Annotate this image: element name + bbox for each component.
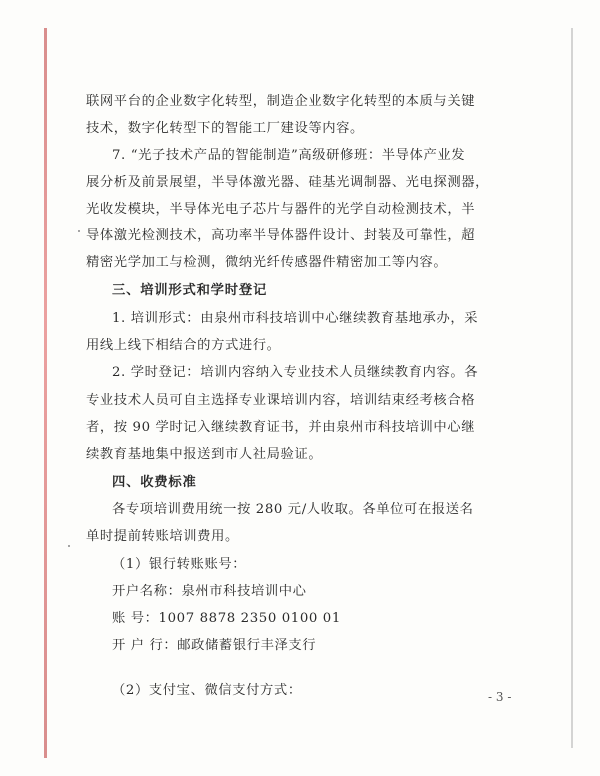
text-line: 各专项培训费用统一按 280 元/人收取。各单位可在报送名 <box>112 502 474 517</box>
text-line: 1. 培训形式：由泉州市科技培训中心继续教育基地承办，采 <box>112 311 479 326</box>
text-line: 用线上线下相结合的方式进行。 <box>86 338 281 353</box>
page-number: - 3 - <box>488 690 512 704</box>
scan-speck <box>78 230 80 232</box>
text-line: 展分析及前景展望，半导体激光器、硅基光调制器、光电探测器， <box>86 175 490 190</box>
text-line: 续教育基地集中报送到市人社局验证。 <box>86 447 323 462</box>
text-line: 光收发模块，半导体光电子芯片与器件的光学自动检测技术，半 <box>86 202 476 217</box>
section-heading-training-format: 三、培训形式和学时登记 <box>112 283 268 298</box>
text-line: 单时提前转账培训费用。 <box>86 529 239 544</box>
bank-branch: 开 户 行：邮政储蓄银行丰泽支行 <box>112 638 317 653</box>
text-line: 者，按 90 学时记入继续教育证书，并由泉州市科技培训中心继 <box>86 420 476 435</box>
text-line: 技术，数字化转型下的智能工厂建设等内容。 <box>86 121 364 136</box>
text-line: 精密光学加工与检测，微纳光纤传感器件精密加工等内容。 <box>86 255 448 270</box>
scan-edge-left <box>44 28 47 758</box>
payment-method-label: （2）支付宝、微信支付方式： <box>112 683 302 698</box>
bank-account-label: （1）银行转账账号： <box>112 557 247 572</box>
account-name: 开户名称：泉州市科技培训中心 <box>112 584 307 599</box>
scan-speck <box>68 545 70 547</box>
scan-edge-right <box>571 28 573 748</box>
text-line: 7. “光子技术产品的智能制造”高级研修班：半导体产业发 <box>112 148 466 163</box>
account-number: 账 号：1007 8878 2350 0100 01 <box>112 611 341 626</box>
section-heading-fees: 四、收费标准 <box>112 475 197 490</box>
text-line: 联网平台的企业数字化转型，制造企业数字化转型的本质与关键 <box>86 94 476 109</box>
text-line: 导体激光检测技术，高功率半导体器件设计、封装及可靠性，超 <box>86 228 476 243</box>
text-line: 专业技术人员可自主选择专业课培训内容，培训结束经考核合格 <box>86 393 476 408</box>
text-line: 2. 学时登记：培训内容纳入专业技术人员继续教育内容。各 <box>112 365 479 380</box>
